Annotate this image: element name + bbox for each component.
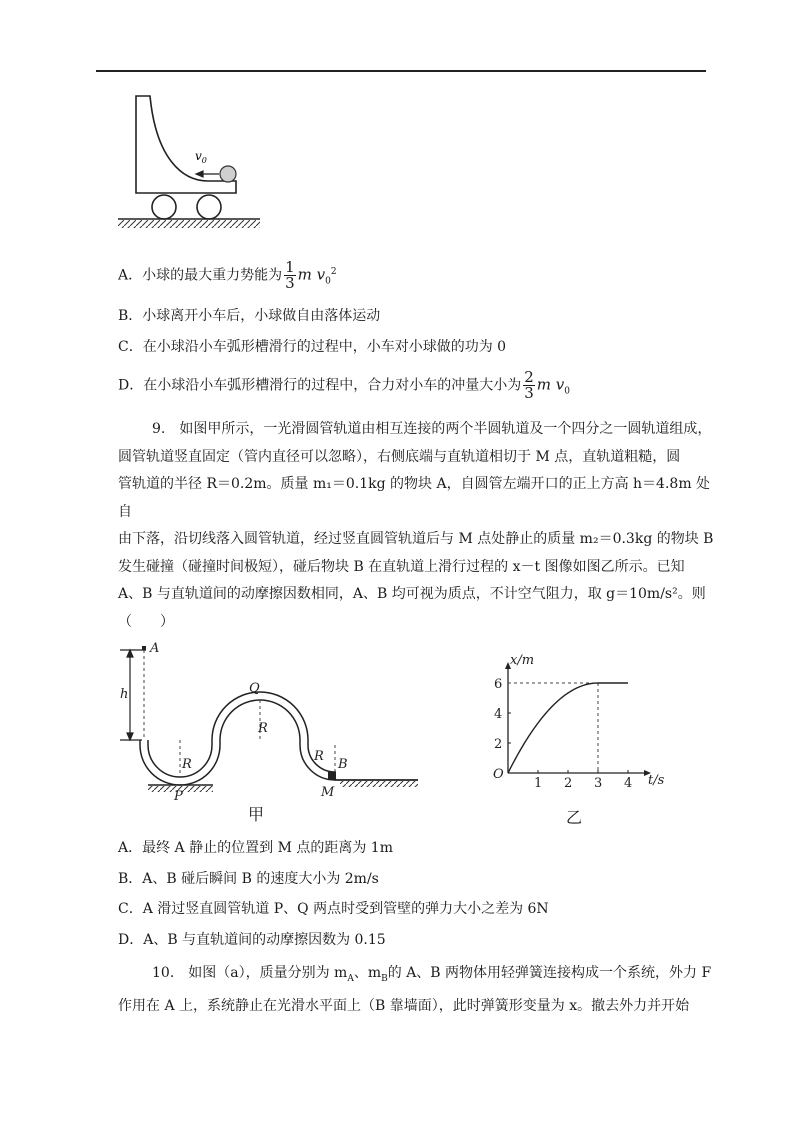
radius-guides	[180, 700, 335, 777]
q9-line: （ ）	[118, 613, 174, 630]
label-m: M	[321, 785, 335, 800]
q9-line: 由下落，沿切线落入圆管轨道，经过竖直圆管轨道后与 M 点处静止的质量 m₂＝0.3kg 的物块 B	[118, 531, 714, 547]
label-p: P	[174, 789, 183, 804]
caption-jia: 甲	[248, 805, 265, 824]
q9-stem	[118, 416, 718, 636]
ground-hatch	[118, 220, 260, 228]
origin-label: O	[493, 767, 504, 782]
label-b: B	[338, 757, 348, 772]
q8-option-a: A．小球的最大重力势能为 $\frac{1}{3}$ m $v_0^2$	[118, 258, 337, 292]
q9-line: 圆管轨道竖直固定（管内直径可以忽略），右侧底端与直轨道相切于 M 点，直轨道粗糙，圆	[118, 448, 681, 465]
x-axis-label: t/s	[648, 773, 665, 788]
x-t-chart	[480, 645, 680, 830]
ground-right-hatch	[340, 781, 418, 787]
y-tick-label: 4	[494, 707, 503, 722]
q8-option-b: B．小球离开小车后，小球做自由落体运动	[118, 308, 381, 324]
y-tick-label: 2	[494, 737, 503, 752]
q9-line: A、B 与直轨道间的动摩擦因数相同，A、B 均可视为质点，不计空气阻力，取 g＝10m/s²。则	[118, 586, 706, 602]
q9-option-a: A．最终 A 静止的位置到 M 点的距离为 1m	[118, 840, 393, 856]
page-top-rule	[96, 70, 706, 72]
y-axis-label: x/m	[510, 653, 535, 668]
q10-line: 10. 如图（a），质量分别为 $m_A$、$m_B$的 A、B 两物体用轻弹簧连接构成一个系统，外力 F	[152, 965, 712, 984]
v0-label: $v_0$	[195, 149, 207, 165]
q10-line: 作用在 A 上，系统静止在光滑水平面上（B 靠墙面），此时弹簧形变量为 x。撤去外力并开始	[118, 998, 690, 1015]
q9-line: 9. 如图甲所示，一光滑圆管轨道由相互连接的两个半圆轨道及一个四分之一圆轨道组成，	[152, 421, 712, 437]
q9-option-c: C．A 滑过竖直圆管轨道 P、Q 两点时受到管壁的弹力大小之差为 6N	[118, 901, 549, 917]
velocity-arrow	[196, 171, 219, 177]
q9-line: 发生碰撞（碰撞时间极短），碰后物块 B 在直轨道上滑行过程的 x－t 图像如图乙所示。已知	[118, 558, 685, 575]
label-h: h	[120, 687, 129, 702]
x-tick-label: 1	[534, 776, 543, 791]
q9-line: 管轨道的半径 R＝0.2m。质量 m₁＝0.1kg 的物块 A，自圆管左端开口的正上方高 h＝4.8m 处自	[118, 476, 711, 520]
x-tick-label: 4	[624, 776, 633, 791]
caption-yi: 乙	[566, 808, 583, 827]
q10-stem	[118, 960, 718, 1021]
y-tick-label: 6	[494, 677, 503, 692]
q8-option-c: C．在小球沿小车弧形槽滑行的过程中，小车对小球做的功为 0	[118, 339, 507, 355]
label-q: Q	[249, 681, 260, 696]
cart-wheel-left	[152, 195, 176, 219]
x-t-curve	[508, 683, 628, 773]
label-r-right: R	[314, 749, 324, 764]
ball	[220, 166, 236, 182]
label-a: A	[150, 641, 160, 656]
tube-track-figure	[118, 640, 418, 830]
label-r-left: R	[182, 757, 192, 772]
cart-wheel-right	[197, 195, 221, 219]
x-tick-label: 2	[564, 776, 573, 791]
block-a	[142, 646, 146, 650]
q8-option-d: D．在小球沿小车弧形槽滑行的过程中，合力对小车的冲量大小为 $\frac{2}{3}$ m $v_0$	[118, 368, 570, 402]
block-b	[328, 772, 336, 780]
label-r-top: R	[258, 721, 268, 736]
q9-option-b: B．A、B 碰后瞬间 B 的速度大小为 2m/s	[118, 871, 379, 887]
q9-option-d: D．A、B 与直轨道间的动摩擦因数为 0.15	[118, 932, 386, 948]
cart-ball-figure	[112, 88, 272, 238]
x-tick-label: 3	[594, 776, 603, 791]
